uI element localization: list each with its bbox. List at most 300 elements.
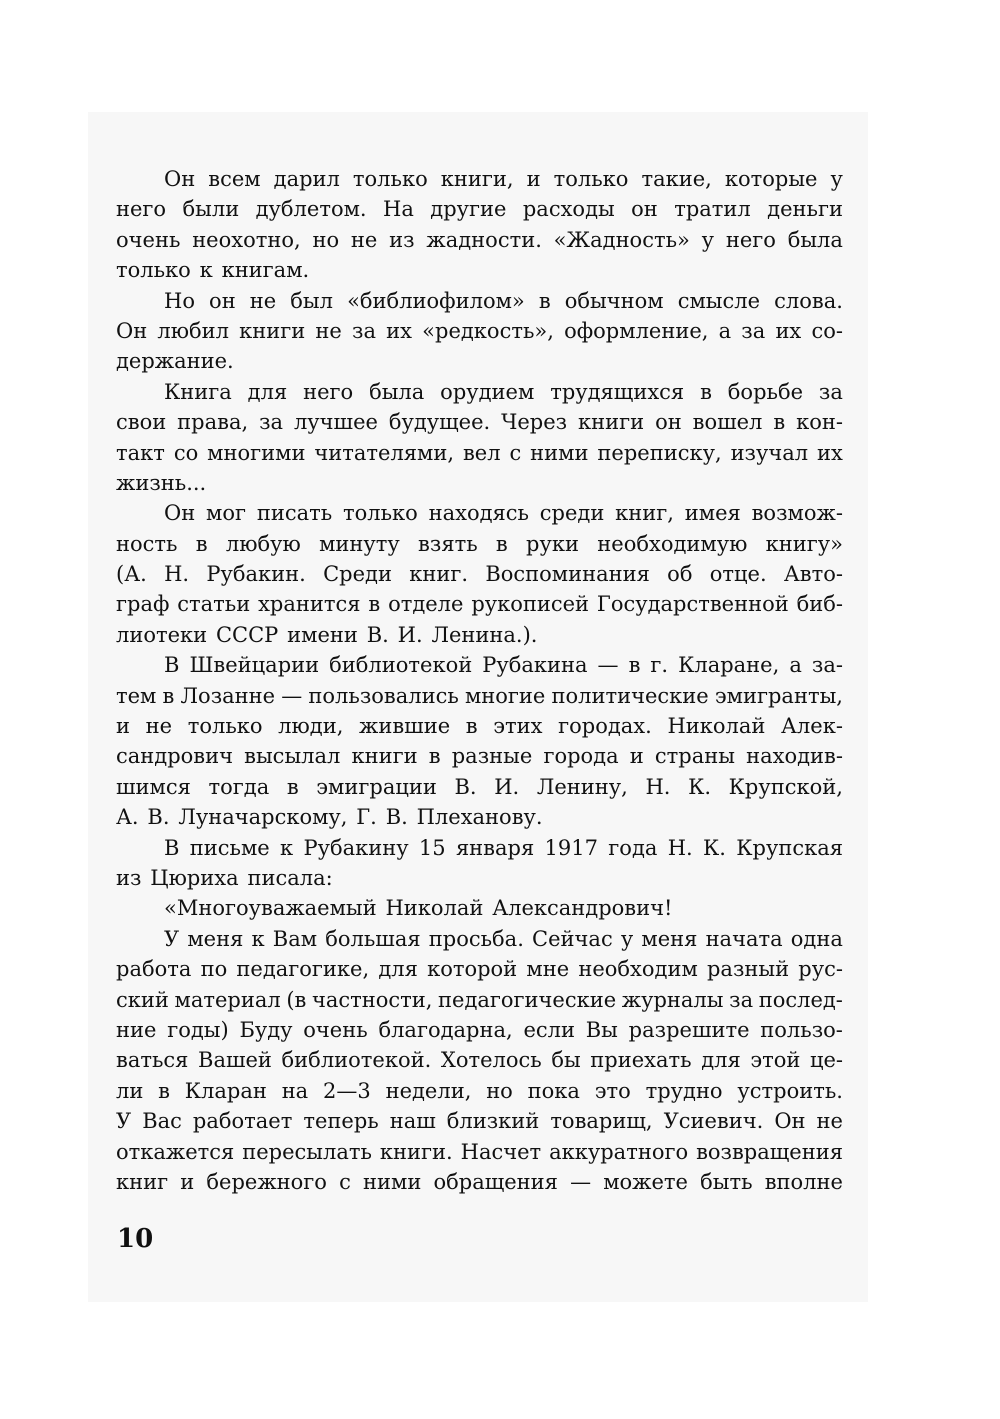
word: года xyxy=(608,835,658,860)
word: к xyxy=(251,926,265,951)
word: — xyxy=(597,653,619,678)
word: если xyxy=(523,1017,575,1042)
word: возмож- xyxy=(751,501,843,526)
text-line xyxy=(116,1106,843,1136)
text-line xyxy=(116,529,843,559)
word: другие xyxy=(430,197,507,222)
word: библиотекой xyxy=(329,653,473,678)
word: Рубакину xyxy=(303,835,409,860)
text-line xyxy=(116,407,843,437)
word: с xyxy=(509,440,522,465)
word: биб- xyxy=(796,592,843,617)
word: он xyxy=(655,410,682,435)
text-line xyxy=(116,164,843,194)
word: со xyxy=(173,440,199,465)
word: кон- xyxy=(796,410,843,435)
word: но xyxy=(312,227,340,252)
word: В. xyxy=(385,805,408,830)
word: из xyxy=(389,227,415,252)
word: В. xyxy=(366,622,389,647)
word: к xyxy=(199,258,213,283)
word: в xyxy=(158,1078,170,1103)
word: «редкость», xyxy=(422,318,554,343)
word: отделе xyxy=(388,592,464,617)
word: Через xyxy=(501,410,568,435)
word: только xyxy=(342,501,418,526)
word: Н. xyxy=(645,774,671,799)
text-line xyxy=(116,1045,843,1075)
word: деньги xyxy=(767,197,843,222)
word: за xyxy=(818,379,843,404)
word: Он xyxy=(164,167,196,191)
word: возвращения xyxy=(696,1139,843,1164)
text-line xyxy=(116,559,843,589)
text-line xyxy=(116,954,843,984)
word: «библиофилом» xyxy=(347,288,525,313)
word: книг. xyxy=(409,562,469,587)
word: Крупская xyxy=(736,835,843,860)
text-line xyxy=(116,833,843,863)
word: разный xyxy=(706,957,790,982)
word: бы xyxy=(551,1048,581,1073)
word: Но xyxy=(164,288,195,313)
word: любил xyxy=(157,318,229,343)
word: аккуратного xyxy=(549,1139,689,1164)
word: высылал xyxy=(244,744,341,769)
word: Александрович! xyxy=(492,896,673,921)
word: граф xyxy=(116,592,170,617)
text-line xyxy=(116,1167,843,1197)
word: была xyxy=(787,227,843,252)
text-line xyxy=(116,377,843,407)
word: Вы xyxy=(585,1017,618,1042)
word: в xyxy=(700,379,712,404)
word: переписку, xyxy=(597,440,722,465)
text-line xyxy=(116,498,843,528)
word: И. xyxy=(494,774,520,799)
word: а xyxy=(789,653,802,678)
word: ность xyxy=(116,531,178,556)
word: за- xyxy=(811,653,843,678)
word: только xyxy=(116,258,191,283)
word: педагогические xyxy=(438,987,617,1012)
word: был xyxy=(290,288,333,313)
word: он xyxy=(209,288,236,313)
word: необходимую xyxy=(597,531,748,556)
word: смысле xyxy=(677,288,761,313)
word: борьбе xyxy=(727,379,804,404)
word: лиотеки xyxy=(116,622,208,647)
word: письме xyxy=(189,835,270,860)
word: этих xyxy=(493,714,543,739)
text-line xyxy=(116,802,843,832)
word: В. xyxy=(454,774,477,799)
word: не xyxy=(816,1109,843,1134)
word: Он xyxy=(116,318,148,343)
word: книги xyxy=(578,410,645,435)
word: дублетом. xyxy=(255,197,367,222)
word: Вашей xyxy=(198,1048,272,1073)
word: книг, xyxy=(615,501,674,526)
word: очень xyxy=(116,227,181,252)
word: в xyxy=(465,714,478,739)
text-line xyxy=(116,468,843,498)
text-block xyxy=(116,164,843,1197)
word: Кларане, xyxy=(678,653,780,678)
word: материал xyxy=(174,987,281,1012)
word: Г. xyxy=(356,805,377,830)
word: такие, xyxy=(641,167,712,191)
word: В xyxy=(164,653,180,678)
word: жадности. xyxy=(426,227,542,252)
word: Н. xyxy=(667,835,693,860)
text-line xyxy=(116,650,843,680)
word: об xyxy=(667,562,693,587)
word: рус- xyxy=(798,957,843,982)
word: к xyxy=(280,835,294,860)
word: благодарна, xyxy=(378,1017,513,1042)
word: находив- xyxy=(746,744,843,769)
word: годы) xyxy=(167,1017,229,1042)
word: января xyxy=(455,835,535,860)
word: него xyxy=(303,379,354,404)
word: работает xyxy=(192,1109,293,1134)
word: всем xyxy=(208,167,261,191)
word: на xyxy=(281,1078,309,1103)
word: в xyxy=(495,531,508,556)
text-line xyxy=(116,893,843,923)
text-line xyxy=(116,1137,843,1167)
word: ский xyxy=(116,987,169,1012)
word: за xyxy=(729,987,754,1012)
word: меня xyxy=(187,926,244,951)
word: в xyxy=(628,653,641,678)
word: читателями, xyxy=(314,440,455,465)
word: любую xyxy=(225,531,301,556)
word: «Жадность» xyxy=(553,227,690,252)
word: вел xyxy=(462,440,501,465)
word: орудием xyxy=(440,379,535,404)
word: права, xyxy=(177,410,249,435)
text-line xyxy=(116,438,843,468)
word: их xyxy=(817,440,843,465)
text-line xyxy=(116,194,843,224)
word: не xyxy=(249,288,277,313)
word: Рубакина xyxy=(482,653,588,678)
word: К. xyxy=(688,774,712,799)
word: приехать xyxy=(590,1048,692,1073)
word: очень xyxy=(303,1017,368,1042)
page-number: 10 xyxy=(117,1224,154,1254)
word: Хотелось xyxy=(440,1048,542,1073)
word: в xyxy=(368,592,381,617)
word: теперь xyxy=(303,1109,379,1134)
word: их xyxy=(775,318,802,343)
word: книги xyxy=(351,744,418,769)
word: оформление, xyxy=(564,318,709,343)
word: и xyxy=(629,744,644,769)
word: Буду xyxy=(239,1017,293,1042)
word: Усиевич. xyxy=(663,1109,764,1134)
word: устроить. xyxy=(737,1078,843,1103)
word: работа xyxy=(116,957,192,982)
word: (в xyxy=(286,987,307,1012)
word: бережного xyxy=(206,1169,327,1194)
text-line xyxy=(116,225,843,255)
word: Книга xyxy=(164,379,232,404)
word: тратил xyxy=(674,197,751,222)
word: Лозанне xyxy=(180,683,276,708)
word: частности, xyxy=(311,987,433,1012)
text-line xyxy=(116,286,843,316)
text-line xyxy=(116,863,843,893)
word: страны xyxy=(654,744,735,769)
word: Ленину, xyxy=(536,774,628,799)
text-line xyxy=(116,620,843,650)
word: Вам xyxy=(272,926,318,951)
word: книги. xyxy=(379,1139,453,1164)
word: вполне xyxy=(764,1169,843,1194)
word: це- xyxy=(809,1048,843,1073)
word: это xyxy=(594,1078,631,1103)
word: книги xyxy=(239,318,306,343)
word: (А. xyxy=(116,562,147,587)
word: Крупской, xyxy=(728,774,843,799)
word: Кларан xyxy=(184,1078,267,1103)
word: в xyxy=(195,531,208,556)
word: просьба. xyxy=(428,926,524,951)
word: за xyxy=(352,318,376,343)
word: эмиграции xyxy=(316,774,437,799)
word: Рубакин. xyxy=(206,562,306,587)
word: и xyxy=(116,714,130,739)
word: 15 xyxy=(418,835,446,860)
word: статьи xyxy=(177,592,251,617)
word: не xyxy=(315,318,342,343)
word: Он xyxy=(164,501,196,526)
word: за xyxy=(259,410,284,435)
word: для xyxy=(701,1048,741,1073)
text-line xyxy=(116,1015,843,1045)
text-line xyxy=(116,711,843,741)
word: и xyxy=(180,1169,195,1194)
word: Н. xyxy=(164,562,190,587)
word: журналы xyxy=(621,987,724,1012)
word: В. xyxy=(147,805,170,830)
word: В xyxy=(164,835,180,860)
word: такт xyxy=(116,440,165,465)
word: не xyxy=(145,714,173,739)
word: библиотекой. xyxy=(281,1048,432,1073)
word: Авто- xyxy=(783,562,843,587)
word: «Многоуважаемый xyxy=(164,896,377,921)
text-line xyxy=(116,741,843,771)
word: которые xyxy=(724,167,818,191)
word: которой xyxy=(427,957,518,982)
word: рукописей xyxy=(471,592,590,617)
word: разные xyxy=(451,744,533,769)
word: трудно xyxy=(645,1078,723,1103)
word: г. xyxy=(650,653,669,678)
word: книгам. xyxy=(221,258,310,283)
text-line xyxy=(116,985,843,1015)
word: тогда xyxy=(208,774,270,799)
word: 1917 xyxy=(544,835,598,860)
word: сандрович xyxy=(116,744,233,769)
word: Насчет xyxy=(460,1139,542,1164)
word: мог xyxy=(206,501,247,526)
word: хранится xyxy=(258,592,361,617)
word: У xyxy=(164,926,180,951)
word: не xyxy=(350,227,378,252)
word: в xyxy=(162,683,175,708)
word: Сейчас xyxy=(532,926,613,951)
text-line xyxy=(116,255,843,285)
word: города xyxy=(543,744,619,769)
word: писать xyxy=(256,501,333,526)
word: близкий xyxy=(446,1109,540,1134)
word: Николай xyxy=(667,714,766,739)
word: и xyxy=(526,167,541,191)
word: быть xyxy=(700,1169,753,1194)
word: шимся xyxy=(116,774,191,799)
word: расходы xyxy=(522,197,615,222)
word: дарил xyxy=(273,167,340,191)
word: можете xyxy=(603,1169,688,1194)
word: 2—3 xyxy=(323,1078,371,1103)
word: многими xyxy=(207,440,306,465)
word: этой xyxy=(750,1048,801,1073)
word: изучал xyxy=(730,440,809,465)
word: их xyxy=(386,318,412,343)
word: большая xyxy=(325,926,421,951)
word: книгу» xyxy=(765,531,843,556)
word: люди, xyxy=(278,714,344,739)
word: для xyxy=(247,379,288,404)
word: но xyxy=(486,1078,513,1103)
word: многие xyxy=(464,683,546,708)
word: него xyxy=(725,227,776,252)
word: взять xyxy=(418,531,478,556)
word: из xyxy=(116,865,142,890)
word: СССР xyxy=(215,622,279,647)
word: Цюриха xyxy=(150,865,239,890)
word: Луначарскому, xyxy=(178,805,348,830)
word: в xyxy=(286,774,299,799)
text-line xyxy=(116,316,843,346)
word: На xyxy=(383,197,414,222)
word: пользо- xyxy=(760,1017,843,1042)
word: свои xyxy=(116,410,167,435)
word: Швейцарии xyxy=(189,653,320,678)
word: меня xyxy=(641,926,698,951)
word: ними xyxy=(530,440,589,465)
text-line xyxy=(116,1076,843,1106)
word: минуту xyxy=(319,531,400,556)
word: ние xyxy=(116,1017,157,1042)
word: для xyxy=(378,957,418,982)
word: ли xyxy=(116,1078,144,1103)
word: в xyxy=(538,288,551,313)
text-line xyxy=(116,589,843,619)
word: только xyxy=(352,167,428,191)
word: а xyxy=(718,318,732,343)
word: Воспоминания xyxy=(485,562,650,587)
word: товарищ, xyxy=(550,1109,653,1134)
word: педагогике, xyxy=(236,957,370,982)
word: неохотно, xyxy=(192,227,301,252)
word: городах. xyxy=(558,714,652,739)
word: Среди xyxy=(323,562,392,587)
word: обращения xyxy=(433,1169,558,1194)
word: только xyxy=(187,714,263,739)
word: вошел xyxy=(692,410,763,435)
word: Плеханову. xyxy=(416,805,543,830)
word: со- xyxy=(811,318,843,343)
word: А. xyxy=(116,805,139,830)
word: трудящихся xyxy=(550,379,685,404)
text-line xyxy=(116,772,843,802)
word: жившие xyxy=(359,714,451,739)
word: писала: xyxy=(247,865,333,890)
word: Вас xyxy=(142,1109,182,1134)
word: у xyxy=(701,227,715,252)
text-line xyxy=(116,681,843,711)
word: Николай xyxy=(385,896,484,921)
word: послед- xyxy=(758,987,843,1012)
word: одна xyxy=(790,926,843,951)
word: него xyxy=(116,197,167,222)
word: политические xyxy=(551,683,709,708)
word: книги, xyxy=(440,167,514,191)
word: Ленина.). xyxy=(431,622,538,647)
word: книг xyxy=(116,1169,169,1194)
word: слова. xyxy=(774,288,843,313)
word: пока xyxy=(527,1078,580,1103)
word: У xyxy=(116,1109,132,1134)
word: наш xyxy=(389,1109,436,1134)
word: были xyxy=(182,197,240,222)
text-line xyxy=(116,924,843,954)
word: в xyxy=(428,744,441,769)
word: за xyxy=(741,318,766,343)
word: ними xyxy=(363,1169,422,1194)
word: у xyxy=(620,926,634,951)
word: — xyxy=(281,683,303,708)
word: жизнь... xyxy=(116,470,207,495)
word: обычном xyxy=(564,288,664,313)
word: ваться xyxy=(116,1048,189,1073)
word: начата xyxy=(705,926,783,951)
word: находясь xyxy=(428,501,529,526)
word: необходим xyxy=(578,957,698,982)
word: лучшее xyxy=(293,410,378,435)
word: среди xyxy=(539,501,605,526)
word: Государственной xyxy=(596,592,789,617)
word: имея xyxy=(684,501,741,526)
word: Он xyxy=(774,1109,806,1134)
word: пользовались xyxy=(308,683,459,708)
text-line xyxy=(116,346,843,376)
word: руки xyxy=(526,531,579,556)
word: К. xyxy=(703,835,726,860)
word: пересылать xyxy=(242,1139,372,1164)
word: тем xyxy=(116,683,157,708)
word: он xyxy=(631,197,658,222)
word: Алек- xyxy=(781,714,843,739)
word: была xyxy=(369,379,425,404)
word: эмигранты, xyxy=(714,683,843,708)
